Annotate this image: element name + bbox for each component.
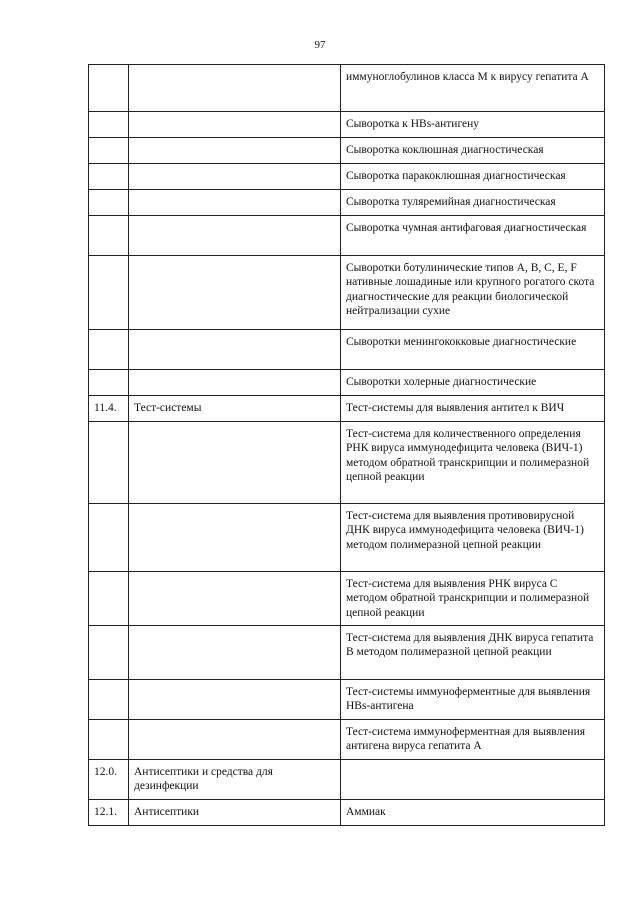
row-group-cell: [129, 370, 341, 396]
table-row: [89, 720, 605, 760]
table-row: [89, 112, 605, 138]
table-row: [89, 422, 605, 504]
row-number-cell: [89, 720, 129, 760]
row-group-cell: [129, 330, 341, 370]
row-group-cell: Тест-системы: [129, 396, 341, 422]
row-group-cell: [129, 164, 341, 190]
row-group-cell: [129, 504, 341, 572]
row-number-cell: [89, 626, 129, 680]
table-row: [89, 138, 605, 164]
table-body: [89, 65, 605, 826]
row-group-cell: [129, 138, 341, 164]
table-row: [89, 190, 605, 216]
row-item-cell: Тест-система для количественного определения РНК вируса иммунодефицита человека (ВИЧ-1) методом обратной транскрипции и полимеразной цепной реакции: [341, 422, 605, 504]
row-number-cell: [89, 164, 129, 190]
row-item-cell: Тест-система для выявления ДНК вируса гепатита В методом полимеразной цепной реакции: [341, 626, 605, 680]
row-group-cell: Антисептики и средства для дезинфекции: [129, 760, 341, 800]
table-row: [89, 370, 605, 396]
row-item-cell: Сыворотка чумная антифаговая диагностическая: [341, 216, 605, 256]
row-group-cell: [129, 422, 341, 504]
row-number-cell: [89, 112, 129, 138]
row-item-cell: иммуноглобулинов класса М к вирусу гепатита А: [341, 65, 605, 112]
row-item-cell: Тест-системы для выявления антител к ВИЧ: [341, 396, 605, 422]
row-item-cell: [341, 760, 605, 800]
row-group-cell: [129, 112, 341, 138]
row-group-cell: [129, 216, 341, 256]
table-row: [89, 760, 605, 800]
table-row: [89, 330, 605, 370]
row-group-cell: [129, 572, 341, 626]
row-number-cell: 12.1.: [89, 800, 129, 826]
row-group-cell: [129, 680, 341, 720]
table-row: [89, 800, 605, 826]
row-item-cell: Сыворотки ботулинические типов А, В, С, Е, F нативные лошадиные или крупного рогатого скота диагностические для реакции биологической нейтрализации сухие: [341, 256, 605, 330]
row-number-cell: [89, 330, 129, 370]
row-group-cell: [129, 190, 341, 216]
row-number-cell: [89, 504, 129, 572]
row-item-cell: Сыворотка паракоклюшная диагностическая: [341, 164, 605, 190]
row-item-cell: Аммиак: [341, 800, 605, 826]
row-number-cell: 12.0.: [89, 760, 129, 800]
row-group-cell: [129, 720, 341, 760]
row-item-cell: Сыворотки холерные диагностические: [341, 370, 605, 396]
page-number: 97: [314, 39, 326, 51]
row-item-cell: Тест-система для выявления РНК вируса С методом обратной транскрипции и полимеразной цепной реакции: [341, 572, 605, 626]
table-row: [89, 256, 605, 330]
row-number-cell: [89, 256, 129, 330]
row-number-cell: [89, 190, 129, 216]
document-table: [88, 64, 605, 826]
row-group-cell: Антисептики: [129, 800, 341, 826]
row-number-cell: [89, 138, 129, 164]
row-item-cell: Тест-система иммуноферментная для выявления антигена вируса гепатита А: [341, 720, 605, 760]
row-item-cell: Сыворотка коклюшная диагностическая: [341, 138, 605, 164]
row-group-cell: [129, 256, 341, 330]
table-row: [89, 626, 605, 680]
row-item-cell: Сыворотка к HBs-антигену: [341, 112, 605, 138]
row-number-cell: [89, 680, 129, 720]
table-row: [89, 216, 605, 256]
row-item-cell: Тест-системы иммуноферментные для выявления HBs-антигена: [341, 680, 605, 720]
row-number-cell: 11.4.: [89, 396, 129, 422]
row-number-cell: [89, 65, 129, 112]
table-row: [89, 65, 605, 112]
table-row: [89, 164, 605, 190]
row-item-cell: Сыворотки менингококковые диагностические: [341, 330, 605, 370]
table-row: [89, 572, 605, 626]
table-row: [89, 680, 605, 720]
table-row: [89, 396, 605, 422]
row-number-cell: [89, 572, 129, 626]
table-row: [89, 504, 605, 572]
row-group-cell: [129, 626, 341, 680]
row-item-cell: Сыворотка туляремийная диагностическая: [341, 190, 605, 216]
row-group-cell: [129, 65, 341, 112]
row-item-cell: Тест-система для выявления противовирусной ДНК вируса иммунодефицита человека (ВИЧ-1) методом полимеразной цепной реакции: [341, 504, 605, 572]
row-number-cell: [89, 422, 129, 504]
row-number-cell: [89, 370, 129, 396]
row-number-cell: [89, 216, 129, 256]
